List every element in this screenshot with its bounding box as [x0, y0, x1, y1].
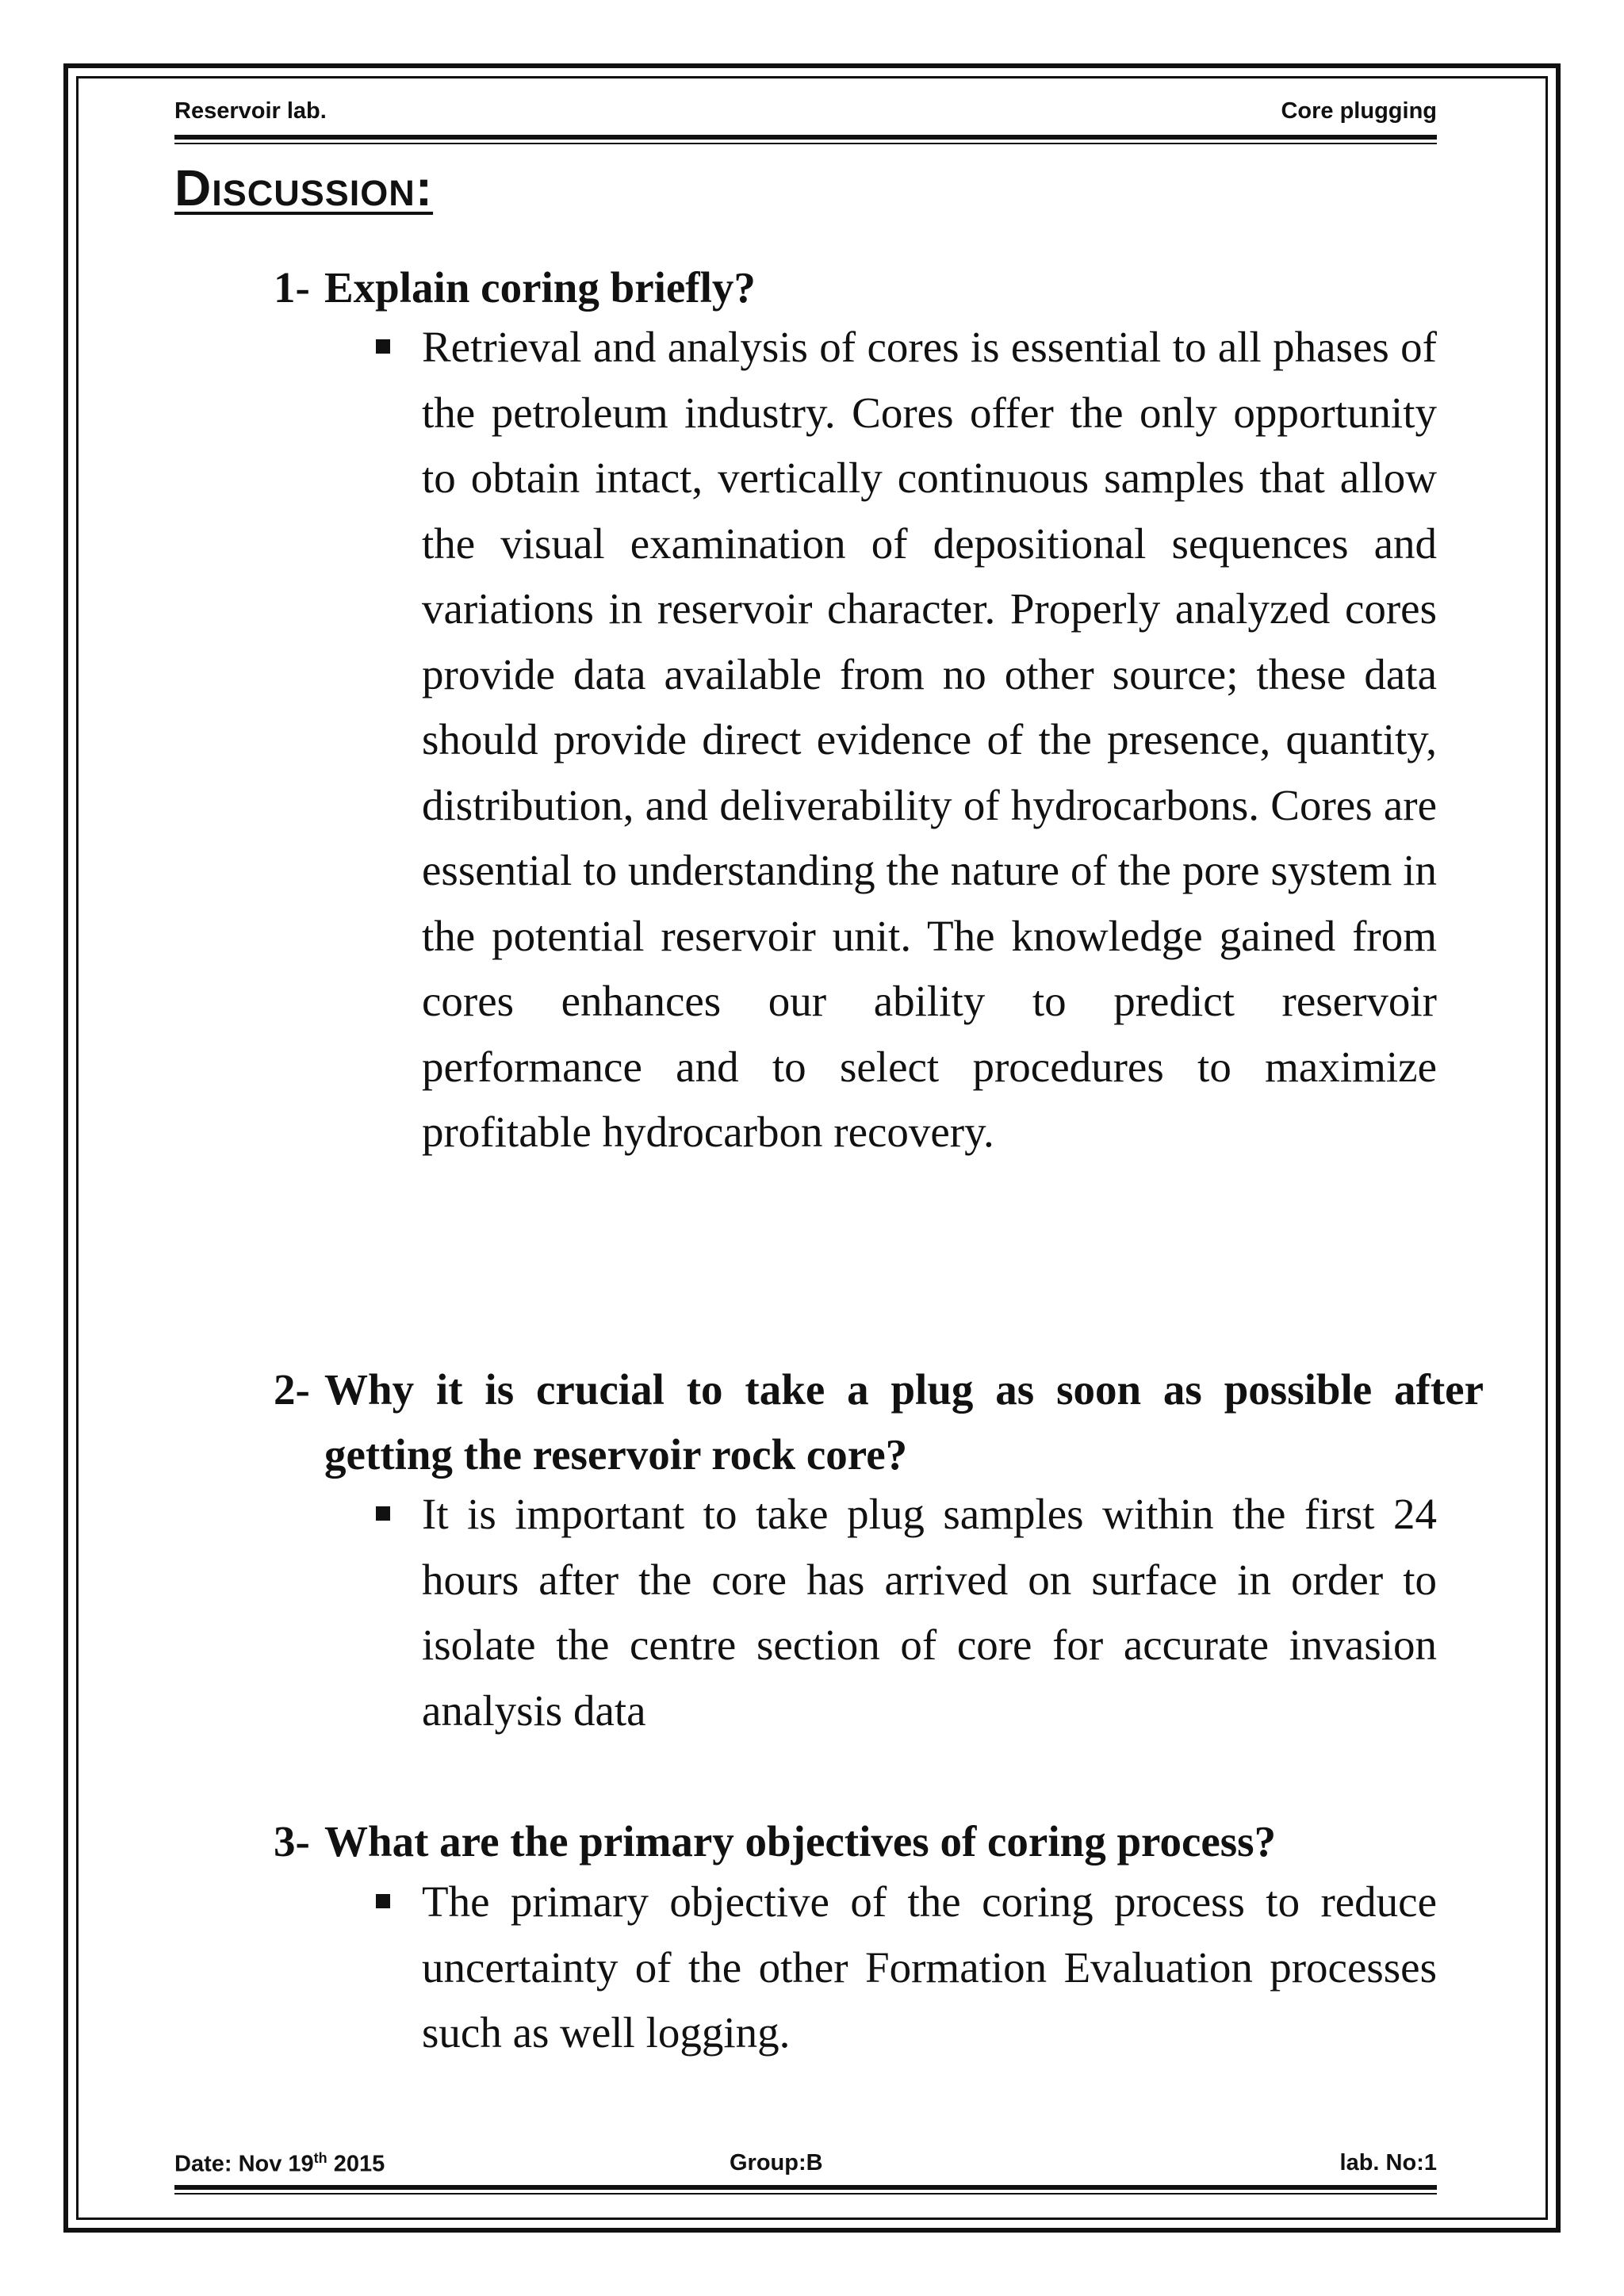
question-text: What are the primary objectives of coring process?	[324, 1817, 1277, 1866]
question-text: Explain coring briefly?	[324, 263, 756, 312]
question-text: Why it is crucial to take a plug as soon as possible after getting the reservoir rock core?	[324, 1365, 1484, 1479]
question-number: 1-	[274, 263, 310, 312]
page-title: Discussion:	[174, 159, 434, 216]
footer-lab-number: lab. No:1	[1339, 2150, 1437, 2175]
answer-3: The primary objective of the coring process to reduce uncertainty of the other Formation Evaluation processes such as well logging.	[422, 1877, 1437, 2057]
footer-rule-thick	[174, 2185, 1437, 2190]
bullet-icon	[376, 339, 390, 354]
footer-date-suffix: 2015	[327, 2151, 385, 2177]
question-number: 3-	[274, 1817, 310, 1866]
footer-date-prefix: Date: Nov 19	[174, 2151, 314, 2177]
header-rule-thin	[174, 143, 1437, 144]
footer-group: Group:B	[730, 2150, 823, 2175]
question-number: 2-	[274, 1365, 310, 1414]
bullet-icon	[376, 1894, 390, 1908]
answer-1: Retrieval and analysis of cores is essential to all phases of the petroleum industry. Cores offer the only opportunity to obtain intact, vertically continuous samples that allow the visual examination of depositional sequences and variations in reservoir character. Properly analyzed cores provide data available from no other source; these data should provide direct evidence of the presence, quantity, distribution, and deliverability of hydrocarbons. Cores are essential to understanding the nature of the pore system in the potential reservoir unit. The knowledge gained from cores enhances our ability to predict reservoir performance and to select procedures to maximize profitable hydrocarbon recovery.	[422, 323, 1437, 1156]
header-course: Reservoir lab.	[174, 98, 327, 124]
footer-rule-thin	[174, 2193, 1437, 2195]
header-topic: Core plugging	[1281, 98, 1437, 124]
answer-2: It is important to take plug samples within the first 24 hours after the core has arrived on surface in order to isolate the centre section of core for accurate invasion analysis data	[422, 1490, 1437, 1735]
page-footer	[174, 2150, 1437, 2182]
bullet-icon	[376, 1506, 390, 1521]
header-rule-thick	[174, 135, 1437, 140]
footer-date	[174, 2150, 385, 2178]
page-header	[174, 98, 1437, 130]
footer-date-sup: th	[313, 2150, 327, 2166]
